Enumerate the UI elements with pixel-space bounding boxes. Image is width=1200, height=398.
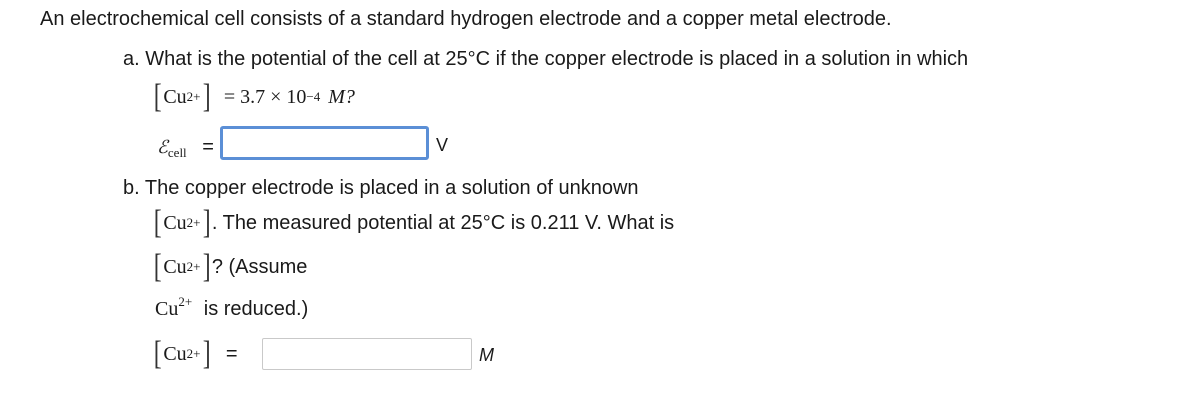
right-bracket: ] <box>202 248 211 285</box>
ion-charge: 2+ <box>186 89 201 104</box>
ecell-unit: V <box>436 135 449 155</box>
ecell-equals: = <box>202 136 214 158</box>
ion-symbol: Cu <box>163 86 187 108</box>
part-a-marker: a. <box>123 48 140 70</box>
ion-charge: 2+ <box>186 346 201 361</box>
right-bracket: ] <box>202 78 211 115</box>
ion-charge: 2+ <box>186 215 201 230</box>
part-b-line4-row <box>155 290 308 321</box>
concentration-unit: M? <box>328 86 355 108</box>
concentration-value: = 3.7 × 10 <box>223 86 307 108</box>
right-bracket: ] <box>202 204 211 241</box>
ecell-symbol: ℰ <box>157 137 168 157</box>
left-bracket: [ <box>153 335 162 372</box>
left-bracket: [ <box>153 204 162 241</box>
ion-charge: 2+ <box>186 259 201 274</box>
left-bracket: [ <box>153 248 162 285</box>
part-b-line3: ? (Assume <box>211 256 308 278</box>
ion-symbol: Cu <box>163 256 187 278</box>
cu-ion-concentration <box>152 78 212 115</box>
cu-concentration-unit: M <box>479 345 494 365</box>
cu-concentration-answer-input[interactable] <box>262 338 472 370</box>
part-b-line4: is reduced.) <box>203 298 309 320</box>
ion-symbol: Cu <box>163 343 187 365</box>
cu-ion-concentration <box>152 335 212 372</box>
part-b-line2: . The measured potential at 25°C is 0.211 V. What is <box>211 212 675 234</box>
right-bracket: ] <box>202 335 211 372</box>
part-b-answer-label <box>152 337 238 371</box>
part-b-marker: b. <box>123 177 140 199</box>
ion-symbol: Cu <box>163 212 187 234</box>
concentration-exponent: −4 <box>306 89 321 104</box>
part-b-line1: The copper electrode is placed in a solution of unknown <box>144 177 639 199</box>
part-a-question-text: What is the potential of the cell at 25°C if the copper electrode is placed in a solution in which <box>145 48 969 70</box>
ion-charge: 2+ <box>178 294 193 309</box>
part-b-equals: = <box>225 343 238 365</box>
ecell-label <box>157 135 214 165</box>
intro-text: An electrochemical cell consists of a standard hydrogen electrode and a copper metal electrode. <box>40 8 892 30</box>
left-bracket: [ <box>153 78 162 115</box>
part-b-line3-row <box>152 250 307 284</box>
part-a-equation <box>152 80 355 114</box>
ecell-answer-input[interactable] <box>220 126 429 160</box>
part-a-question <box>123 47 968 71</box>
part-b-question <box>123 176 639 200</box>
ecell-subscript: cell <box>167 145 187 160</box>
ion-symbol: Cu <box>155 298 179 320</box>
cu-ion-concentration <box>152 248 212 285</box>
cu-ion-concentration <box>152 204 212 241</box>
part-b-line2-row <box>152 206 674 240</box>
